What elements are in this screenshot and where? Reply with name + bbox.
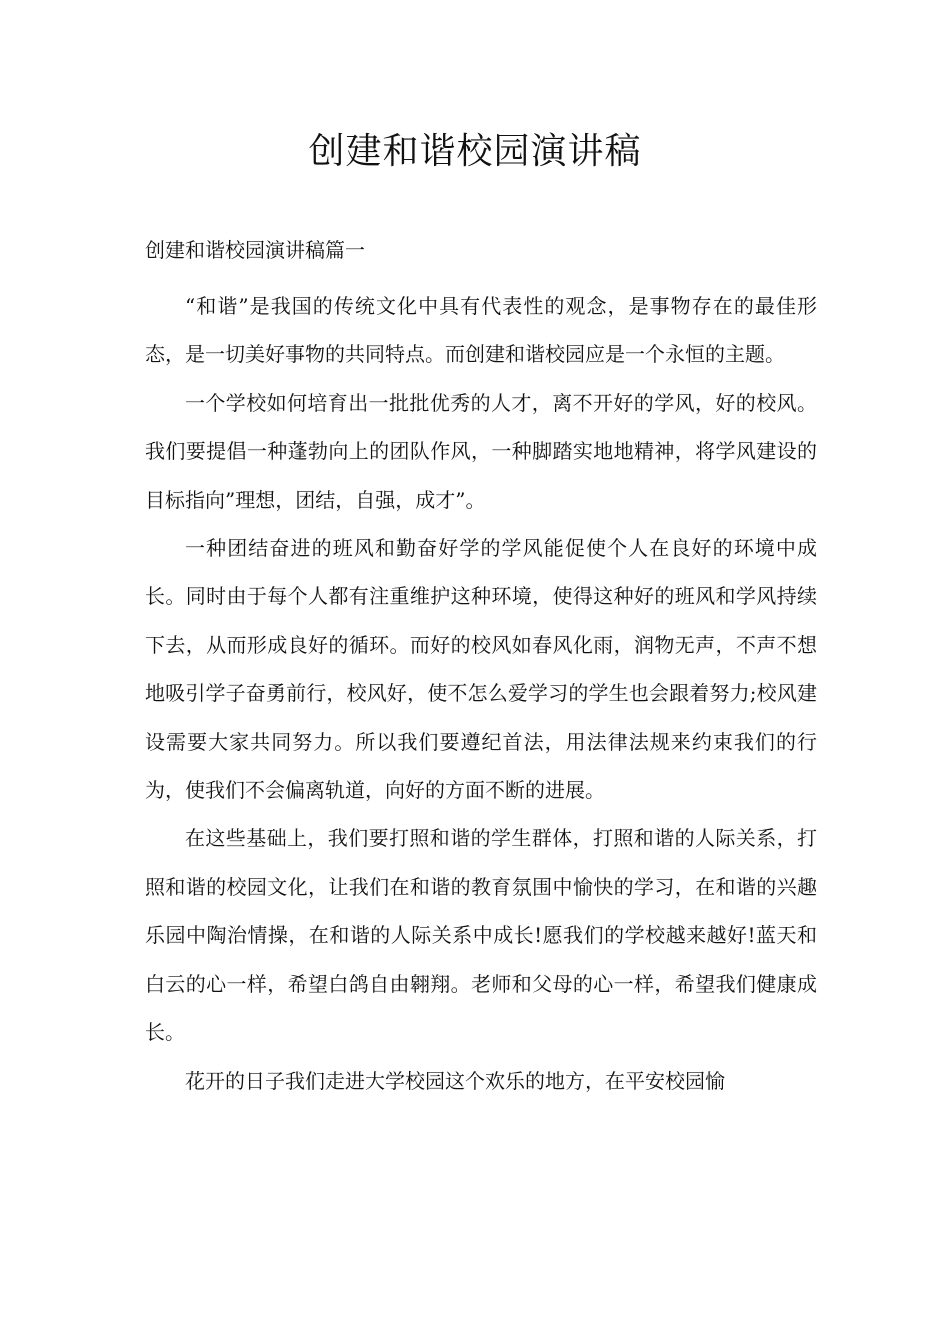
- section-heading: 创建和谐校园演讲稿篇一: [145, 238, 365, 262]
- paragraph-3: 一种团结奋进的班风和勤奋好学的学风能促使个人在良好的环境中成长。同时由于每个人都有注重维护这种环境，使得这种好的班风和学风持续下去，从而形成良好的循环。而好的校风如春风化雨，润物无声，不声不想地吸引学子奋勇前行，校风好，使不怎么爱学习的学生也会跟着努力;校风建设需要大家共同努力。所以我们要遵纪首法，用法律法规来约束我们的行为，使我们不会偏离轨道，向好的方面不断的进展。: [145, 536, 817, 803]
- paragraph-1: “和谐”是我国的传统文化中具有代表性的观念，是事物存在的最佳形态，是一切美好事物的共同特点。而创建和谐校园应是一个永恒的主题。: [145, 294, 817, 367]
- paragraph-2: 一个学校如何培育出一批批优秀的人才，离不开好的学风，好的校风。我们要提倡一种蓬勃向上的团队作风，一种脚踏实地地精神，将学风建设的目标指向”理想，团结，自强，成才”。: [145, 390, 817, 512]
- paragraph-5: 花开的日子我们走进大学校园这个欢乐的地方，在平安校园愉: [185, 1068, 725, 1093]
- document-title: 创建和谐校园演讲稿: [308, 131, 642, 172]
- document-body: [145, 226, 817, 1105]
- paragraph-4: 在这些基础上，我们要打照和谐的学生群体，打照和谐的人际关系，打照和谐的校园文化，让我们在和谐的教育氛围中愉快的学习，在和谐的兴趣乐园中陶治情操，在和谐的人际关系中成长!愿我们的学校越来越好!蓝天和白云的心一样，希望白鸽自由翱翔。老师和父母的心一样，希望我们健康成长。: [145, 826, 817, 1045]
